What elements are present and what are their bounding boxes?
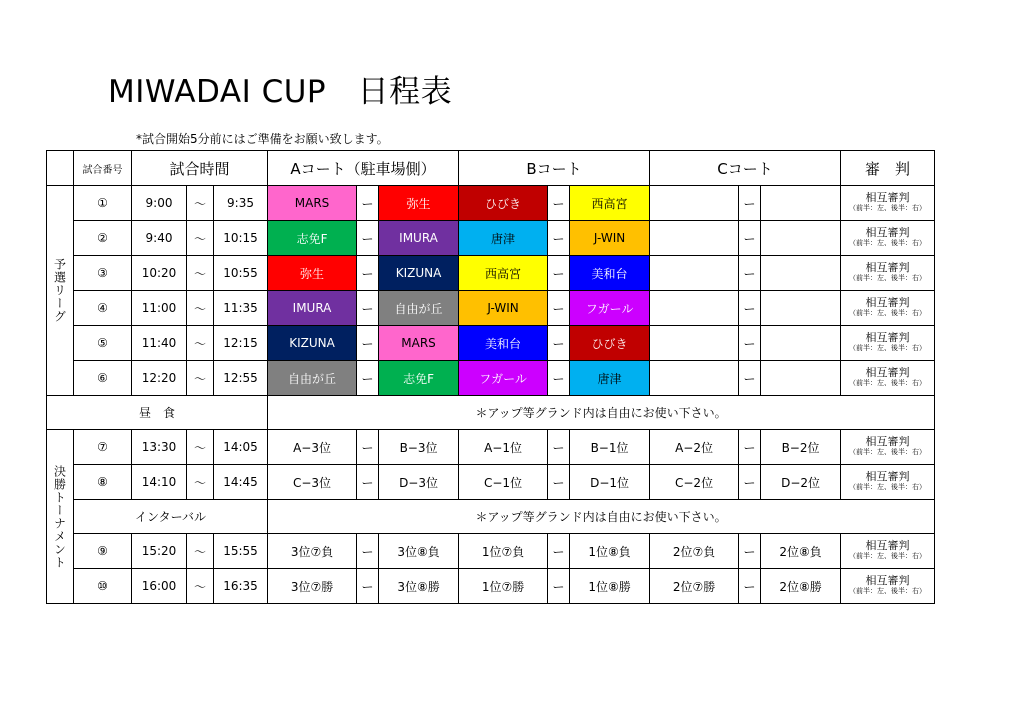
lunch-row [47,396,935,430]
court-b-team-1: 美和台 [459,326,548,361]
time-tilde: 〜 [187,361,214,396]
court-a-team-1: 3位⑦負 [268,534,357,569]
section-league [47,186,74,396]
versus-dash: ー [739,361,761,396]
referee-detail: （前半：左、後半：右） [849,379,927,387]
referee-detail: （前半：左、後半：右） [849,587,927,595]
time-tilde: 〜 [187,430,214,465]
match-number: ③ [74,256,132,291]
court-b-team-2: B−1位 [570,430,650,465]
end-time: 9:35 [214,186,268,221]
versus-dash: ー [357,291,379,326]
court-a-team-2: KIZUNA [379,256,459,291]
lunch-row-label: 昼 食 [47,396,268,430]
court-b-team-1: J-WIN [459,291,548,326]
versus-dash: ー [357,326,379,361]
referee-cell [841,361,935,396]
court-b-team-2: フガール [570,291,650,326]
court-b-team-1: 1位⑦負 [459,534,548,569]
end-time: 12:55 [214,361,268,396]
end-time: 10:55 [214,256,268,291]
interval-row [47,500,935,534]
court-b-team-1: 1位⑦勝 [459,569,548,604]
referee-detail: （前半：左、後半：右） [849,344,927,352]
match-number: ⑥ [74,361,132,396]
versus-dash: ー [548,291,570,326]
versus-dash: ー [739,430,761,465]
header-court-a: Aコート（駐車場側） [268,151,459,186]
court-c-team-1 [650,256,739,291]
time-tilde: 〜 [187,291,214,326]
end-time: 16:35 [214,569,268,604]
court-b-team-2: D−1位 [570,465,650,500]
start-time: 11:00 [132,291,187,326]
time-tilde: 〜 [187,569,214,604]
time-tilde: 〜 [187,256,214,291]
end-time: 15:55 [214,534,268,569]
referee-cell [841,430,935,465]
match-row [47,186,935,221]
versus-dash: ー [548,534,570,569]
end-time: 12:15 [214,326,268,361]
referee-cell [841,291,935,326]
start-time: 9:40 [132,221,187,256]
referee-detail: （前半：左、後半：右） [849,204,927,212]
versus-dash: ー [739,534,761,569]
versus-dash: ー [548,326,570,361]
court-a-team-1: 志免F [268,221,357,256]
versus-dash: ー [739,291,761,326]
time-tilde: 〜 [187,534,214,569]
referee-label: 相互審判 [865,226,910,239]
end-time: 14:45 [214,465,268,500]
start-time: 13:30 [132,430,187,465]
court-b-team-1: ひびき [459,186,548,221]
versus-dash: ー [548,465,570,500]
court-c-team-2 [761,291,841,326]
court-a-team-1: KIZUNA [268,326,357,361]
end-time: 11:35 [214,291,268,326]
header-match-time: 試合時間 [132,151,268,186]
header-court-c: Cコート [650,151,841,186]
referee-detail: （前半：左、後半：右） [849,483,927,491]
referee-detail: （前半：左、後半：右） [849,274,927,282]
versus-dash: ー [548,256,570,291]
time-tilde: 〜 [187,186,214,221]
court-b-team-2: 1位⑧負 [570,534,650,569]
court-a-team-2: MARS [379,326,459,361]
referee-cell [841,569,935,604]
time-tilde: 〜 [187,465,214,500]
court-a-team-1: 3位⑦勝 [268,569,357,604]
match-row [47,534,935,569]
versus-dash: ー [548,361,570,396]
versus-dash: ー [739,465,761,500]
preparation-note: *試合開始5分前にはご準備をお願い致します。 [136,132,389,146]
court-a-team-1: IMURA [268,291,357,326]
start-time: 9:00 [132,186,187,221]
court-b-team-2: J-WIN [570,221,650,256]
header-blank [47,151,74,186]
court-b-team-1: 西高宮 [459,256,548,291]
interval-row-note: ＊アップ等グランド内は自由にお使い下さい。 [268,500,935,534]
section-league-label: 予選リーグ [52,258,67,323]
versus-dash: ー [357,256,379,291]
referee-detail: （前半：左、後半：右） [849,239,927,247]
versus-dash: ー [357,221,379,256]
referee-label: 相互審判 [865,366,910,379]
court-a-team-2: 3位⑧負 [379,534,459,569]
header-row [47,151,935,186]
match-row [47,221,935,256]
versus-dash: ー [357,534,379,569]
versus-dash: ー [357,361,379,396]
referee-cell [841,256,935,291]
court-b-team-1: C−1位 [459,465,548,500]
match-row [47,465,935,500]
end-time: 14:05 [214,430,268,465]
court-c-team-1: A−2位 [650,430,739,465]
court-c-team-2: 2位⑧勝 [761,569,841,604]
court-c-team-1 [650,326,739,361]
match-row [47,430,935,465]
versus-dash: ー [739,256,761,291]
court-a-team-1: 弥生 [268,256,357,291]
match-row [47,291,935,326]
match-number: ⑦ [74,430,132,465]
referee-cell [841,186,935,221]
match-number: ④ [74,291,132,326]
versus-dash: ー [739,326,761,361]
court-c-team-2: D−2位 [761,465,841,500]
header-court-b: Bコート [459,151,650,186]
referee-label: 相互審判 [865,331,910,344]
versus-dash: ー [357,465,379,500]
court-c-team-2: 2位⑧負 [761,534,841,569]
court-c-team-2 [761,326,841,361]
court-b-team-1: フガール [459,361,548,396]
court-c-team-1: 2位⑦負 [650,534,739,569]
match-number: ② [74,221,132,256]
court-a-team-1: 自由が丘 [268,361,357,396]
court-c-team-1 [650,186,739,221]
versus-dash: ー [739,221,761,256]
match-number: ① [74,186,132,221]
header-match-no: 試合番号 [74,151,132,186]
match-row [47,569,935,604]
referee-label: 相互審判 [865,435,910,448]
court-a-team-2: 3位⑧勝 [379,569,459,604]
court-c-team-2 [761,256,841,291]
court-a-team-1: MARS [268,186,357,221]
end-time: 10:15 [214,221,268,256]
time-tilde: 〜 [187,326,214,361]
court-a-team-2: 弥生 [379,186,459,221]
versus-dash: ー [357,186,379,221]
court-c-team-2 [761,221,841,256]
header-referee: 審 判 [841,151,935,186]
court-c-team-2 [761,361,841,396]
start-time: 16:00 [132,569,187,604]
versus-dash: ー [357,569,379,604]
court-b-team-2: 美和台 [570,256,650,291]
start-time: 15:20 [132,534,187,569]
versus-dash: ー [548,186,570,221]
referee-label: 相互審判 [865,261,910,274]
lunch-row-note: ＊アップ等グランド内は自由にお使い下さい。 [268,396,935,430]
versus-dash: ー [548,430,570,465]
referee-detail: （前半：左、後半：右） [849,552,927,560]
court-c-team-1: C−2位 [650,465,739,500]
referee-cell [841,534,935,569]
section-tournament-label: 決勝トーナメント [52,464,67,569]
referee-label: 相互審判 [865,574,910,587]
match-number: ⑩ [74,569,132,604]
court-a-team-1: A−3位 [268,430,357,465]
versus-dash: ー [548,569,570,604]
referee-label: 相互審判 [865,470,910,483]
court-b-team-1: A−1位 [459,430,548,465]
start-time: 12:20 [132,361,187,396]
section-tournament [47,430,74,604]
versus-dash: ー [739,186,761,221]
court-a-team-2: IMURA [379,221,459,256]
referee-cell [841,465,935,500]
match-number: ⑨ [74,534,132,569]
start-time: 14:10 [132,465,187,500]
versus-dash: ー [548,221,570,256]
match-number: ⑧ [74,465,132,500]
court-a-team-2: B−3位 [379,430,459,465]
court-b-team-2: 1位⑧勝 [570,569,650,604]
start-time: 11:40 [132,326,187,361]
page-title: MIWADAI CUP 日程表 [108,74,453,110]
referee-label: 相互審判 [865,539,910,552]
court-a-team-2: D−3位 [379,465,459,500]
schedule-table [46,150,935,604]
court-a-team-1: C−3位 [268,465,357,500]
court-c-team-2 [761,186,841,221]
referee-label: 相互審判 [865,191,910,204]
match-row [47,256,935,291]
referee-cell [841,221,935,256]
court-b-team-2: ひびき [570,326,650,361]
match-row [47,361,935,396]
court-b-team-2: 唐津 [570,361,650,396]
court-c-team-2: B−2位 [761,430,841,465]
referee-cell [841,326,935,361]
time-tilde: 〜 [187,221,214,256]
referee-label: 相互審判 [865,296,910,309]
court-c-team-1 [650,361,739,396]
start-time: 10:20 [132,256,187,291]
court-c-team-1 [650,291,739,326]
referee-detail: （前半：左、後半：右） [849,448,927,456]
court-b-team-1: 唐津 [459,221,548,256]
court-c-team-1: 2位⑦勝 [650,569,739,604]
match-row [47,326,935,361]
court-a-team-2: 自由が丘 [379,291,459,326]
referee-detail: （前半：左、後半：右） [849,309,927,317]
court-b-team-2: 西高宮 [570,186,650,221]
match-number: ⑤ [74,326,132,361]
court-a-team-2: 志免F [379,361,459,396]
interval-row-label: インターバル [74,500,268,534]
versus-dash: ー [357,430,379,465]
versus-dash: ー [739,569,761,604]
court-c-team-1 [650,221,739,256]
